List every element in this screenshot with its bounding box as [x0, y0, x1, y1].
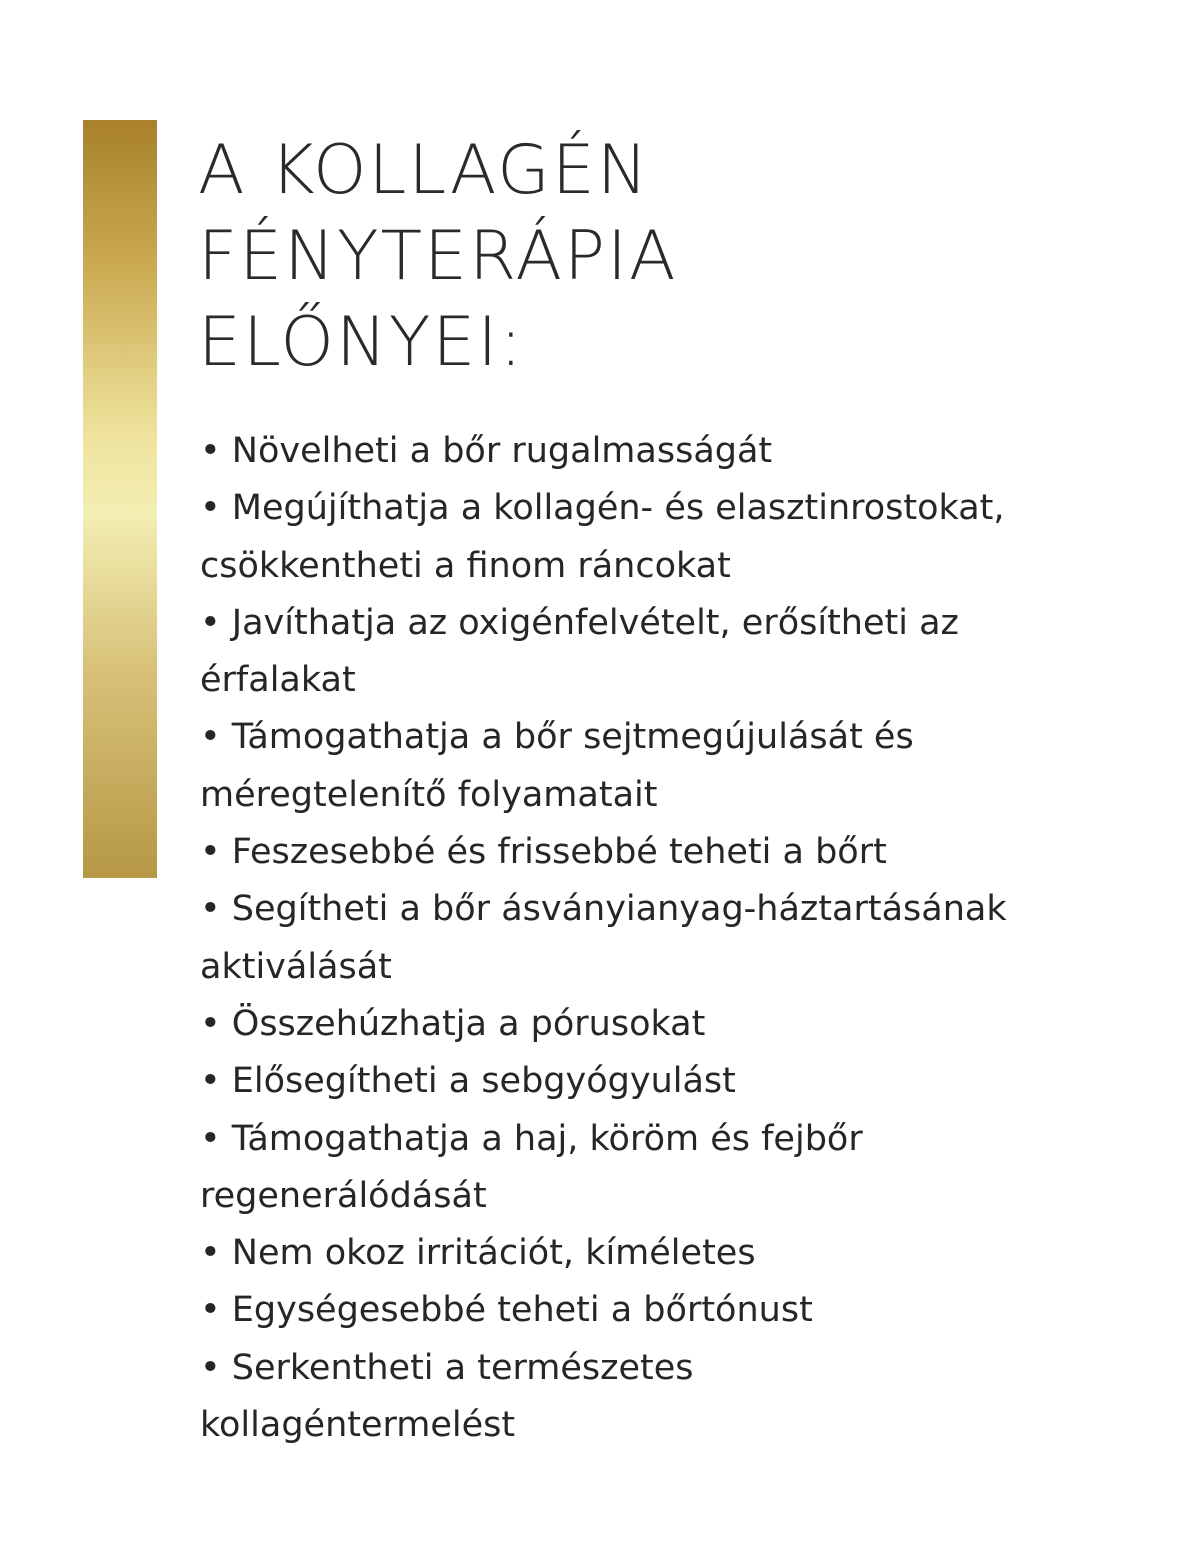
list-line: érfalakat — [200, 660, 356, 701]
list-line: méregtelenítő folyamatait — [200, 774, 658, 815]
list-line: • Támogathatja a haj, köröm és fejbőr — [200, 1118, 863, 1159]
list-line: • Egységesebbé teheti a bőrtónust — [200, 1290, 813, 1331]
list-line: • Támogathatja a bőr sejtmegújulását és — [200, 717, 914, 758]
gold-accent-bar — [83, 120, 157, 878]
title-line: A KOLLAGÉN — [198, 131, 650, 210]
benefits-list — [200, 423, 1160, 1454]
list-line: • Nem okoz irritációt, kíméletes — [200, 1233, 756, 1274]
title-line: FÉNYTERÁPIA — [198, 217, 678, 296]
title-line: ELŐNYEI: — [198, 303, 525, 382]
list-line: • Összehúzhatja a pórusokat — [200, 1003, 706, 1044]
list-line: • Elősegítheti a sebgyógyulást — [200, 1061, 736, 1102]
list-line: • Javíthatja az oxigénfelvételt, erősítheti az — [200, 602, 959, 643]
list-line: regenerálódását — [200, 1175, 487, 1216]
list-line: csökkentheti a finom ráncokat — [200, 545, 731, 586]
list-line: • Növelheti a bőr rugalmasságát — [200, 431, 773, 471]
list-line: • Feszesebbé és frissebbé teheti a bőrt — [200, 832, 887, 873]
list-line: • Segítheti a bőr ásványianyag-háztartásának — [200, 889, 1007, 930]
list-line: aktiválását — [200, 946, 392, 987]
list-line: • Megújíthatja a kollagén- és elasztinrostokat, — [200, 488, 1005, 529]
page-title — [198, 128, 678, 386]
list-line: • Serkentheti a természetes — [200, 1347, 694, 1388]
list-line: kollagéntermelést — [200, 1405, 516, 1446]
